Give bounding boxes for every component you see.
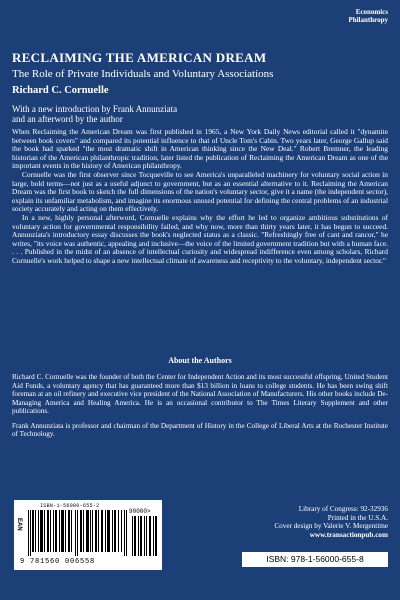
isbn-box: ISBN: 978-1-56000-655-8 xyxy=(242,552,388,567)
description-paragraph-2: Cornuelle was the first observer since Tocqueville to see America's unparalleled machinery for voluntary social action in large, bold terms—not just as a useful adjunct to government, but as an essential alternative to it. Reclaiming the American Dream was the first book to sketch the full dimensions of the nation's voluntary sector, give it a name (the independent sector), explain its unfamiliar metabolism, and imagine its enormous unused potential for defining the central problems of an industrial society accurately and acting on them effectively. xyxy=(12,169,388,214)
barcode-addon-bars-icon xyxy=(132,516,158,556)
barcode-isbn-text: ISBN-1-56000-655-2 xyxy=(40,503,100,509)
intro-line-1: With a new introduction by Frank Annunziata xyxy=(12,104,178,114)
intro-line-2: and an afterword by the author xyxy=(12,114,123,124)
book-subtitle: The Role of Private Individuals and Voluntary Associations xyxy=(12,68,274,80)
barcode-addon-number: 90000> xyxy=(129,508,151,515)
publisher-info xyxy=(188,505,388,539)
about-annunziata: Frank Annunziata is professor and chairman of the Department of History in the College of Liberal Arts at the Rochester Institute of Technology. xyxy=(12,421,388,438)
book-description xyxy=(12,128,388,266)
printed-in: Printed in the U.S.A. xyxy=(327,513,388,522)
intro-credits xyxy=(12,104,388,124)
about-cornuelle: Richard C. Cornuelle was the founder of both the Center for Independent Action and its most successful offspring, United Student Aid Funds, a voluntary agency that has guaranteed more than $13 billion in loans to college students. He has been swing shift foreman at an oil refinery and executive vice president of the National Association of Manufacturers. His other books include De-Managing America and Healing America. He is an occasional contributor to The Times Literary Supplement and other publications. xyxy=(12,373,388,415)
ean-label: EAN xyxy=(16,518,22,531)
about-authors-text xyxy=(12,373,388,445)
cover-design-credit: Cover design by Valerie V. Mergentime xyxy=(274,522,388,531)
publisher-url: www.transactionpub.com xyxy=(309,530,388,539)
category-label xyxy=(348,8,388,24)
book-author: Richard C. Cornuelle xyxy=(12,85,109,96)
category-economics: Economics xyxy=(355,8,388,16)
description-paragraph-1: When Reclaiming the American Dream was first published in 1965, a New York Daily News editorial called it "dynamite between book covers" and compared its potential influence to that of Uncle Tom's Cabin. Two years later, George Gallup said the book had sparked "the most dramatic shift in American thinking since the New Deal." Robert Bremner, the leading historian of the American philanthropic tradition, later listed the publication of Reclaiming the American Dream as one of the important events in the history of American philanthropy. xyxy=(12,127,388,171)
barcode xyxy=(14,500,162,570)
category-philanthropy: Philanthropy xyxy=(348,16,388,24)
description-paragraph-3: In a new, highly personal afterword, Cornuelle explains why the effort he led to organize ambitious substitutions of voluntary action for governmental responsibility failed, and why now, more than thirty years later, it has begun to succeed. Annunziata's introductory essay discusses the book's neglected status as a classic. "Refreshingly free of cant and rancor," he writes, "its voice was authentic, appealing and inclusive—the voice of the limited government tradition but with a human face. . . . Published in the midst of an absence of intellectual curiosity and widespread indifference even among scholars, Richard Cornuelle's work helped to shape a new intellectual climate of awareness and receptivity to the voluntary, independent sector." xyxy=(12,212,388,265)
barcode-bars-icon xyxy=(28,510,128,556)
barcode-digits: 9 781560 006558 xyxy=(20,558,96,566)
library-of-congress: Library of Congress: 92-32936 xyxy=(298,505,388,513)
book-title: RECLAIMING THE AMERICAN DREAM xyxy=(12,50,267,65)
about-authors-heading: About the Authors xyxy=(168,356,232,365)
